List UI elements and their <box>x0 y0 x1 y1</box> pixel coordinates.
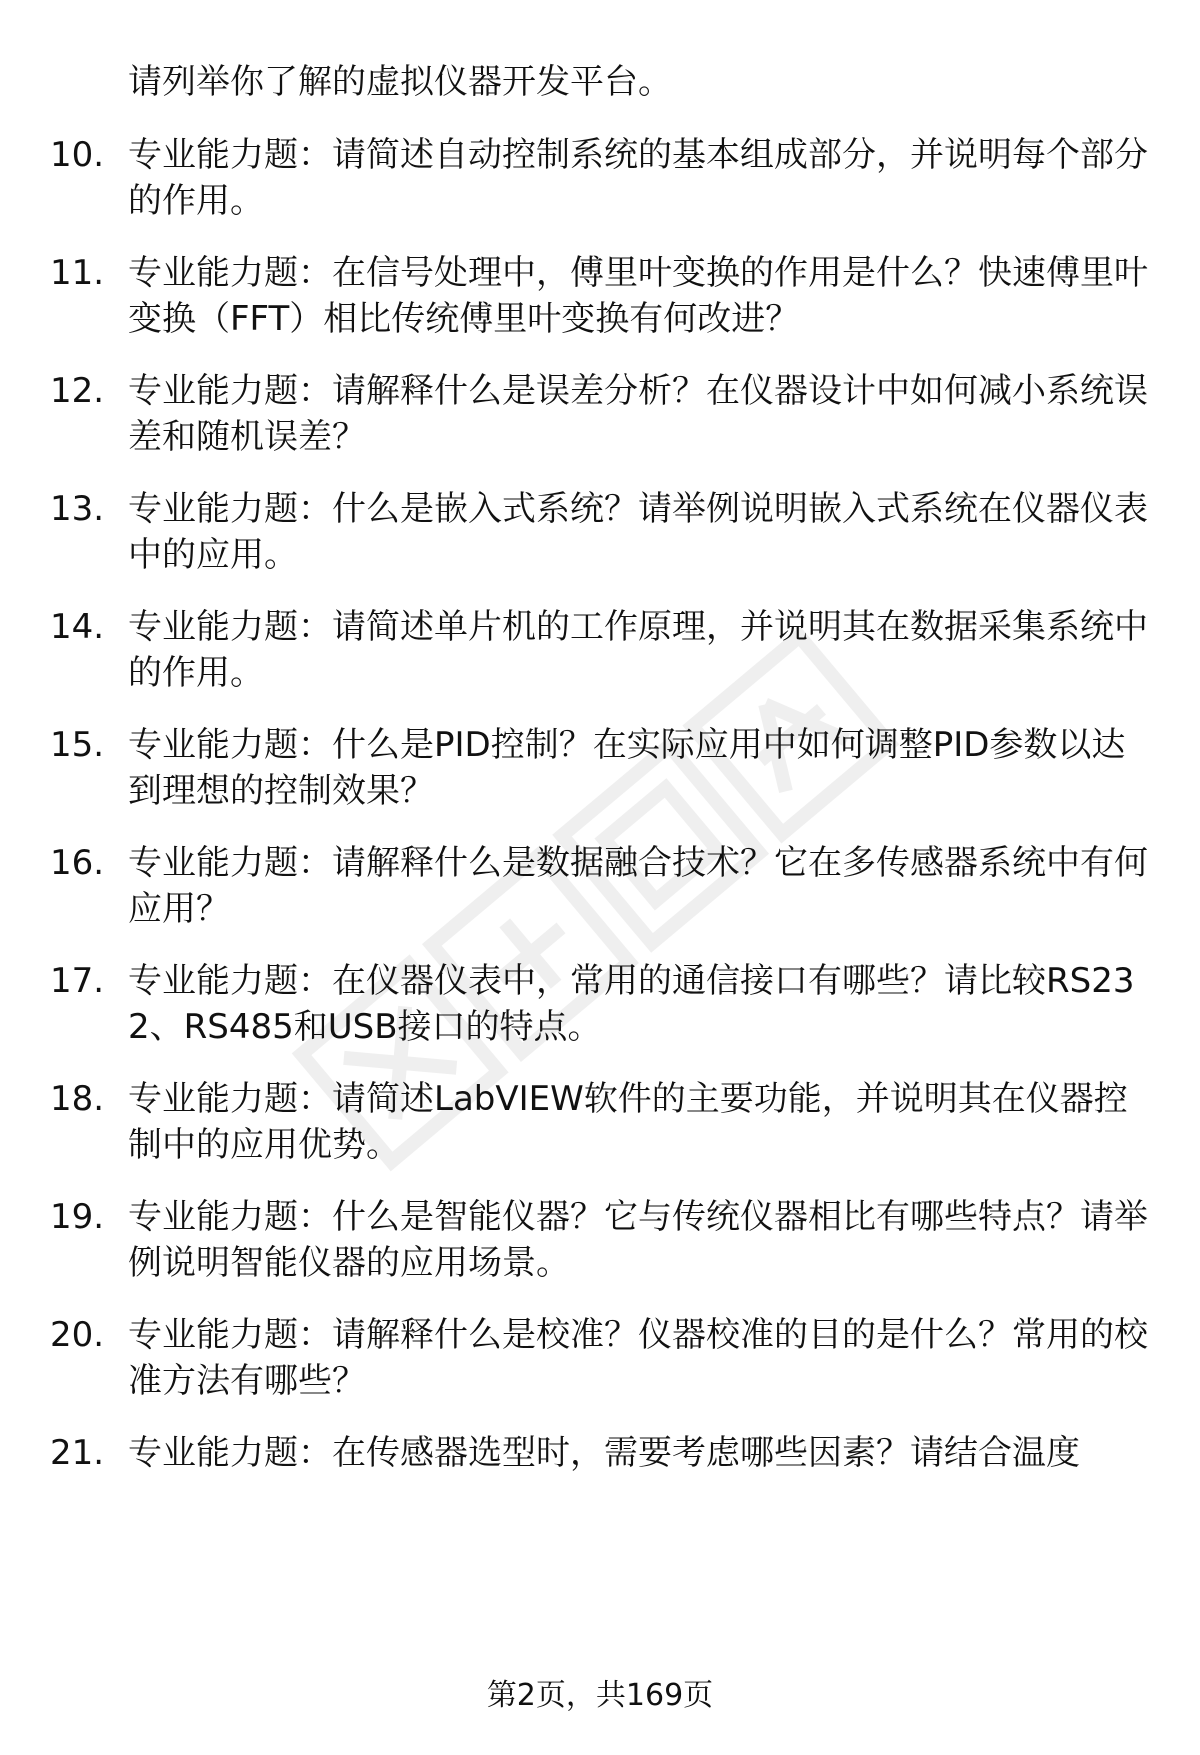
question-number: 12. <box>50 371 105 411</box>
question-text: 专业能力题：请简述自动控制系统的基本组成部分，并说明每个部分的作用。 <box>128 135 1148 221</box>
question-number: 15. <box>50 725 105 765</box>
question-text: 专业能力题：请简述LabVIEW软件的主要功能，并说明其在仪器控制中的应用优势。 <box>128 1079 1128 1165</box>
lead-continuation-text: 请列举你了解的虚拟仪器开发平台。 <box>128 62 672 102</box>
question-number: 19. <box>50 1197 105 1237</box>
question-number: 10. <box>50 135 105 175</box>
question-text: 专业能力题：在信号处理中，傅里叶变换的作用是什么？快速傅里叶变换（FFT）相比传统傅里叶变换有何改进？ <box>128 253 1148 339</box>
page-footer: 第2页，共169页 <box>486 1678 714 1713</box>
question-number: 20. <box>50 1315 105 1355</box>
question-number: 11. <box>50 253 105 293</box>
question-text: 专业能力题：请简述单片机的工作原理，并说明其在数据采集系统中的作用。 <box>128 607 1148 693</box>
question-text: 专业能力题：什么是嵌入式系统？请举例说明嵌入式系统在仪器仪表中的应用。 <box>128 489 1148 575</box>
question-number: 13. <box>50 489 105 529</box>
question-text: 专业能力题：请解释什么是误差分析？在仪器设计中如何减小系统误差和随机误差？ <box>128 371 1148 457</box>
question-number: 18. <box>50 1079 105 1119</box>
question-text: 专业能力题：在仪器仪表中，常用的通信接口有哪些？请比较RS232、RS485和USB接口的特点。 <box>128 961 1135 1047</box>
question-number: 14. <box>50 607 105 647</box>
question-text: 专业能力题：在传感器选型时，需要考虑哪些因素？请结合温度 <box>128 1433 1080 1473</box>
question-text: 专业能力题：什么是PID控制？在实际应用中如何调整PID参数以达到理想的控制效果？ <box>128 725 1126 811</box>
question-text: 专业能力题：请解释什么是数据融合技术？它在多传感器系统中有何应用？ <box>128 843 1148 929</box>
question-text: 专业能力题：请解释什么是校准？仪器校准的目的是什么？常用的校准方法有哪些？ <box>128 1315 1148 1401</box>
question-number: 17. <box>50 961 105 1001</box>
question-text: 专业能力题：什么是智能仪器？它与传统仪器相比有哪些特点？请举例说明智能仪器的应用场景。 <box>128 1197 1148 1283</box>
question-number: 21. <box>50 1433 105 1473</box>
question-number: 16. <box>50 843 105 883</box>
